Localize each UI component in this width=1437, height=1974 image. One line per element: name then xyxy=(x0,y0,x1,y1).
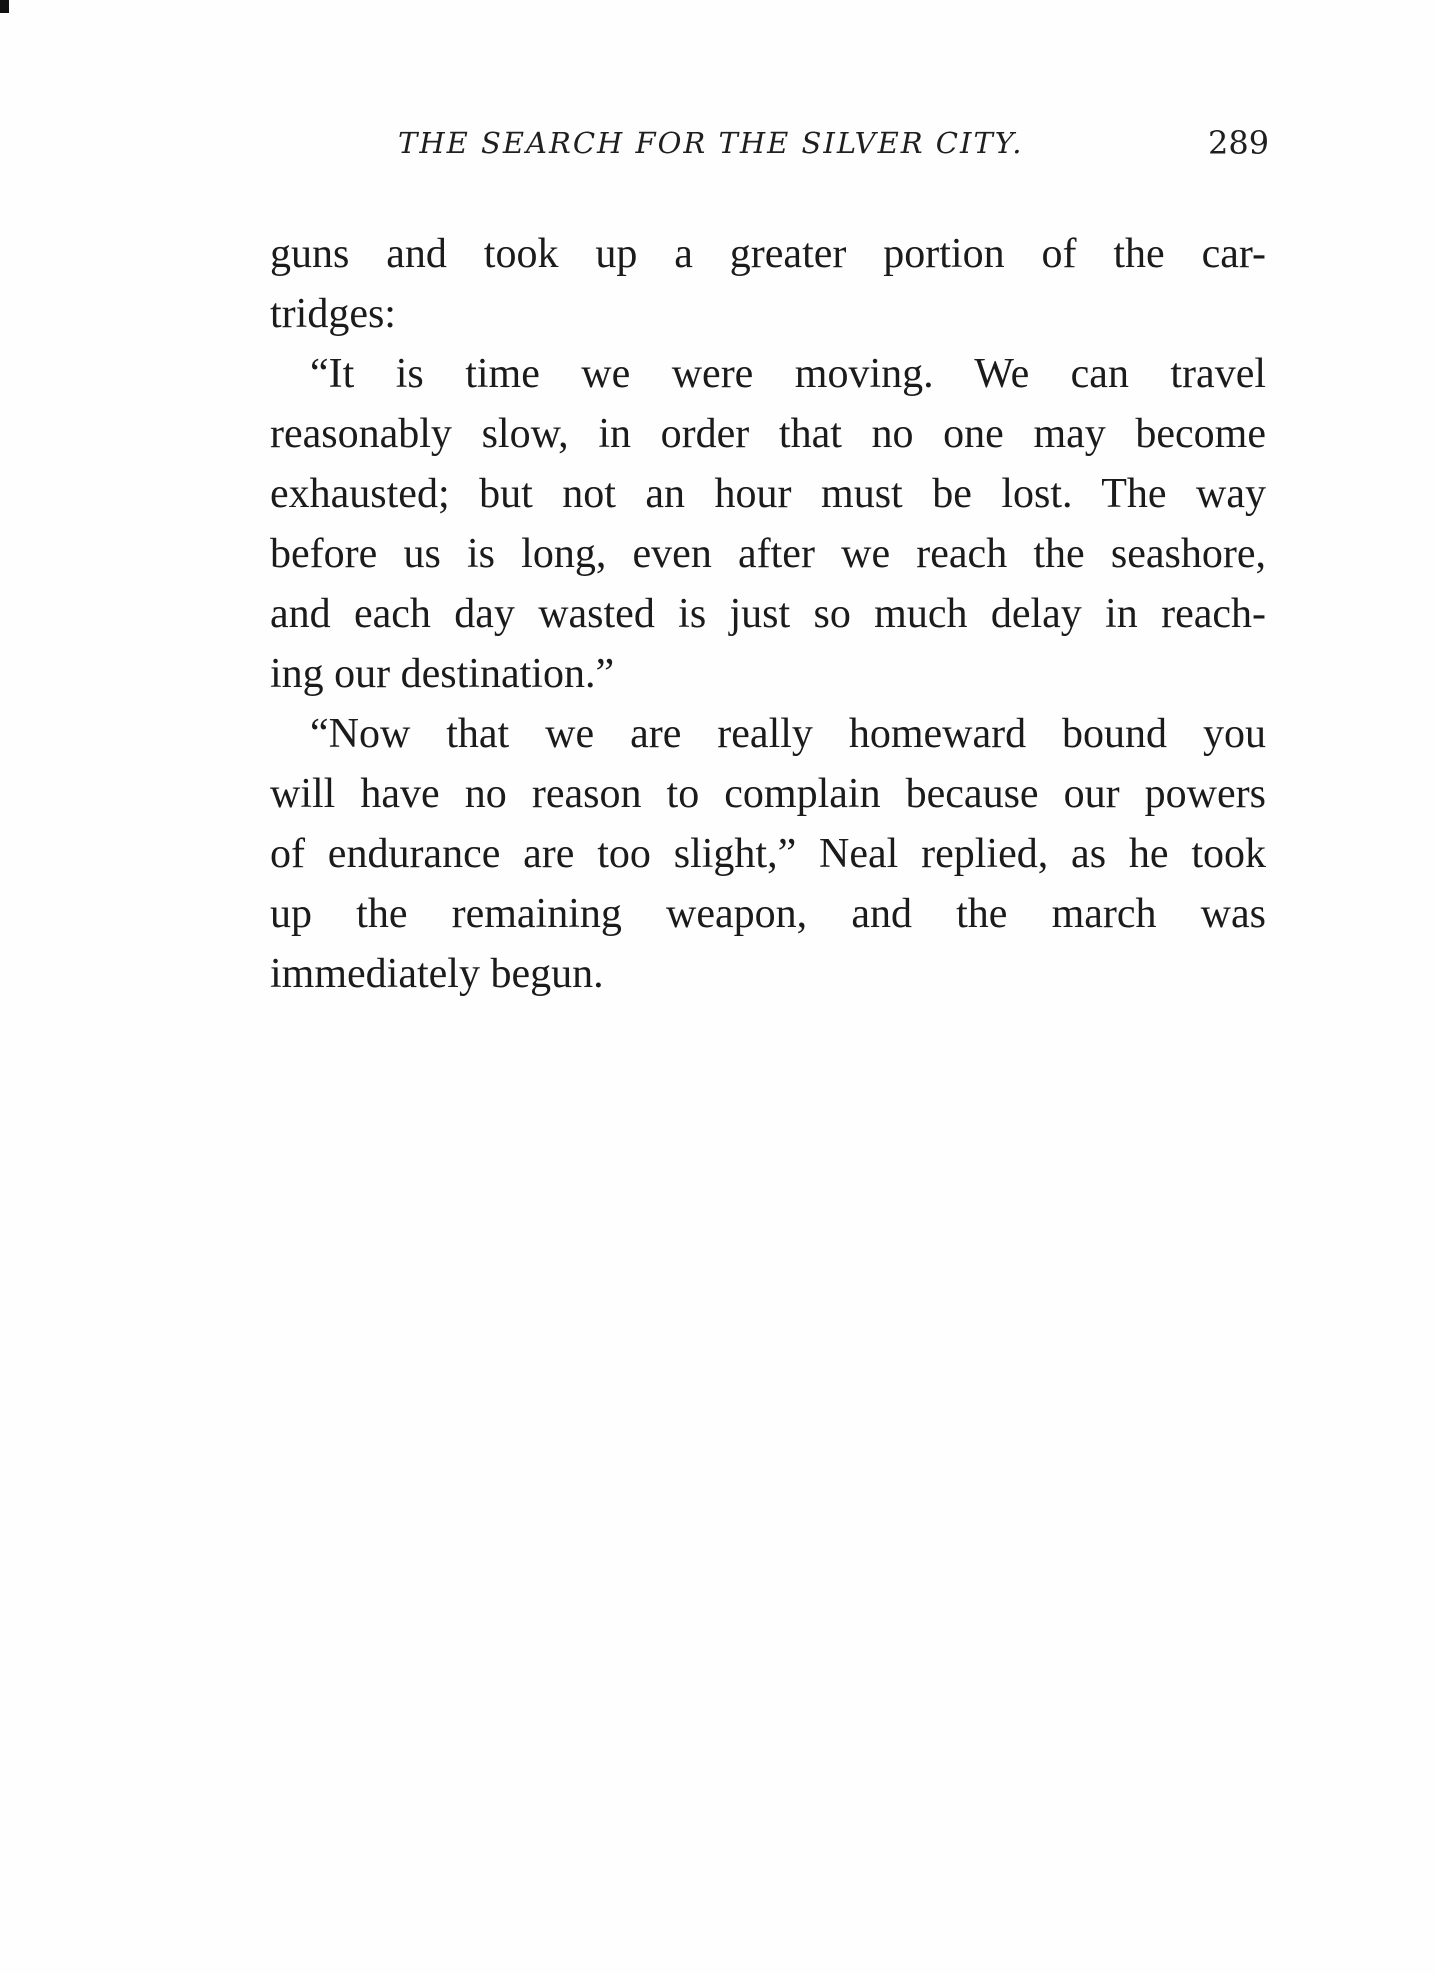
text-line: “Now that we are really homeward bound you xyxy=(310,711,1266,757)
body-text xyxy=(270,224,1266,1004)
running-head xyxy=(270,126,1270,176)
text-line: guns and took up a greater portion of the car- xyxy=(270,231,1266,277)
scan-corner-mark xyxy=(0,0,9,13)
text-line: immediately begun. xyxy=(270,951,604,997)
text-line: exhausted; but not an hour must be lost. The way xyxy=(270,471,1266,517)
text-line: up the remaining weapon, and the march was xyxy=(270,891,1266,937)
text-line: tridges: xyxy=(270,291,396,337)
text-line: and each day wasted is just so much delay in reach- xyxy=(270,591,1266,637)
text-line: ing our destination.” xyxy=(270,651,615,697)
running-title: THE SEARCH FOR THE SILVER CITY. xyxy=(398,126,1024,160)
text-line: reasonably slow, in order that no one may become xyxy=(270,411,1266,457)
page-number: 289 xyxy=(1208,124,1270,162)
text-line: “It is time we were moving. We can travel xyxy=(310,351,1266,397)
text-line: will have no reason to complain because our powers xyxy=(270,771,1266,817)
text-line: of endurance are too slight,” Neal replied, as he took xyxy=(270,831,1266,877)
text-line: before us is long, even after we reach the seashore, xyxy=(270,531,1266,577)
